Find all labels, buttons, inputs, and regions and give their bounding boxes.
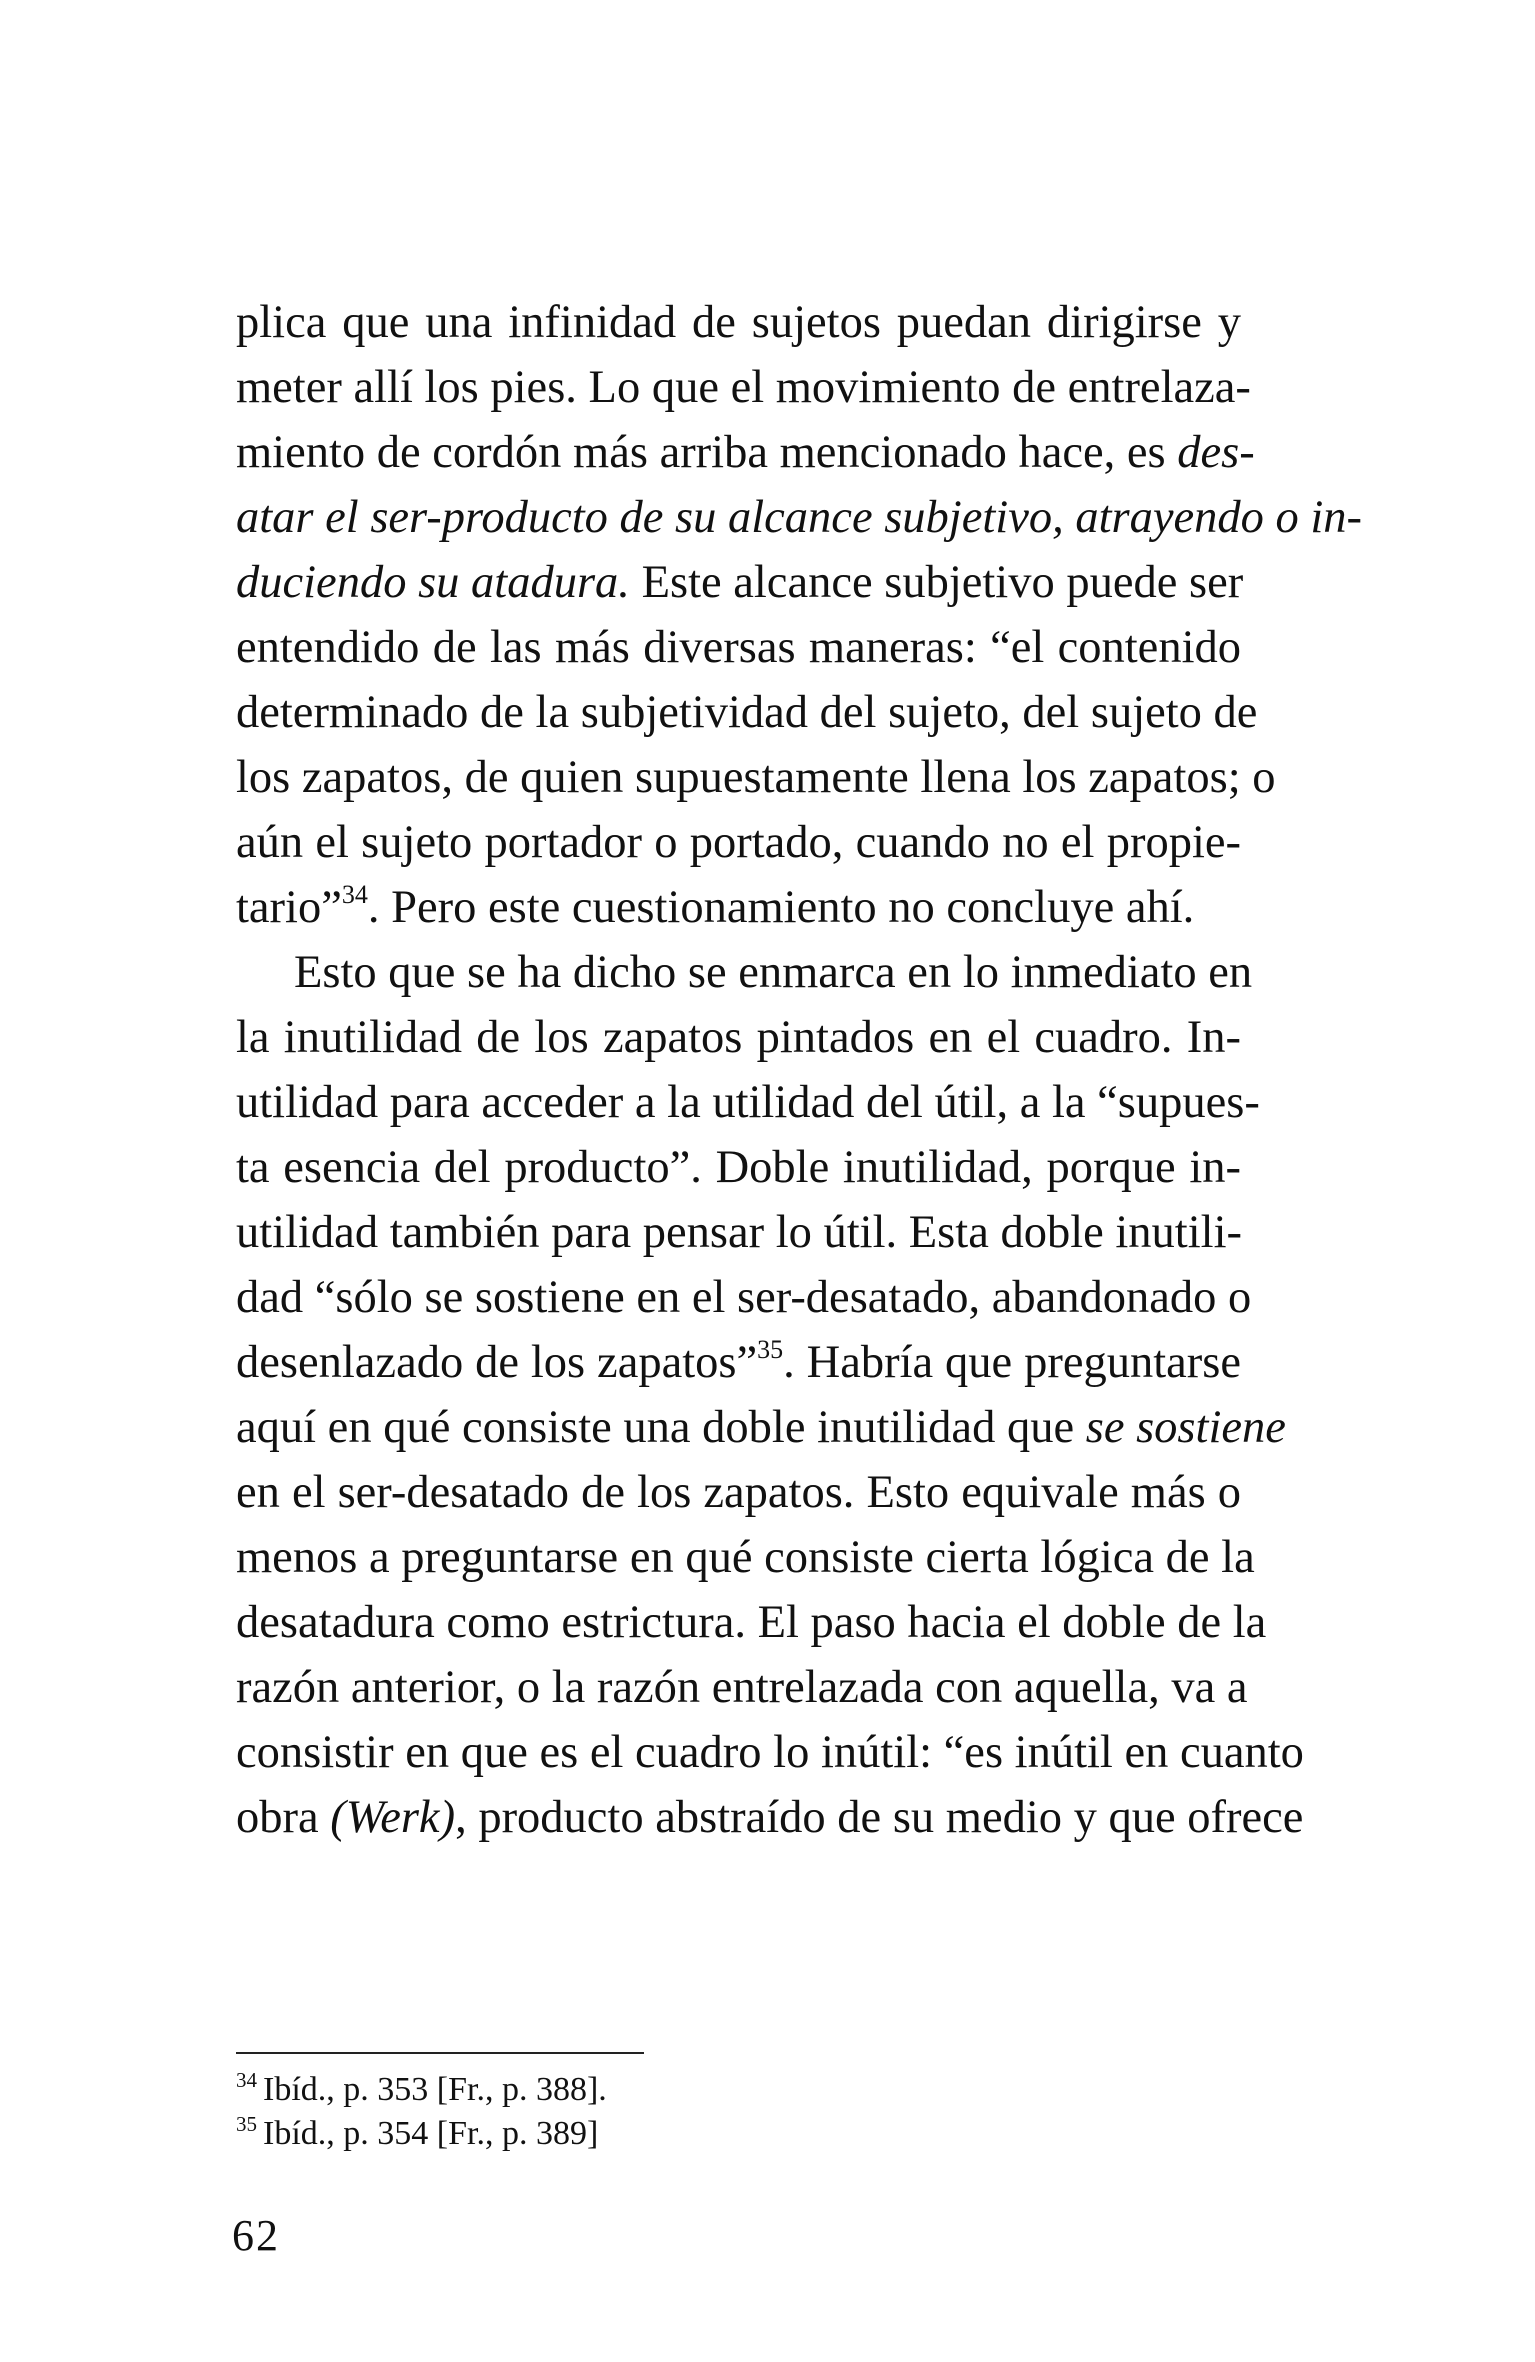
paragraph-1 <box>236 290 1363 940</box>
text-line: la inutilidad de los zapatos pintados en el cuadro. In- <box>236 1012 1241 1063</box>
text-line: los zapatos, de quien supuestamente llena los zapatos; o <box>236 752 1276 803</box>
text-line: en el ser-desatado de los zapatos. Esto equivale más o <box>236 1467 1241 1518</box>
footnote-reference: 35 <box>757 1335 784 1364</box>
text-line: desatadura como estrictura. El paso hacia el doble de la <box>236 1597 1267 1648</box>
text-line: menos a preguntarse en qué consiste cierta lógica de la <box>236 1532 1255 1583</box>
text-line: consistir en que es el cuadro lo inútil: “es inútil en cuanto <box>236 1727 1304 1778</box>
footnote-text: Ibíd., p. 354 [Fr., p. 389] <box>263 2115 599 2152</box>
text-line: miento de cordón más arriba mencionado hace, es des- <box>236 427 1255 478</box>
text-line: entendido de las más diversas maneras: “el contenido <box>236 622 1241 673</box>
italic-text: des- <box>1177 427 1255 478</box>
text-line: utilidad también para pensar lo útil. Esta doble inutili- <box>236 1207 1242 1258</box>
text-line: determinado de la subjetividad del sujeto, del sujeto de <box>236 687 1258 738</box>
text-line: plica que una infinidad de sujetos puedan dirigirse y <box>236 297 1241 348</box>
footnote-number: 34 <box>236 2068 257 2092</box>
body-text <box>236 290 1363 1850</box>
footnote-divider <box>236 2052 644 2054</box>
italic-text: (Werk) <box>330 1792 456 1843</box>
footnote-text: Ibíd., p. 353 [Fr., p. 388]. <box>263 2071 607 2108</box>
text-line: Esto que se ha dicho se enmarca en lo inmediato en <box>294 947 1253 998</box>
text-line: razón anterior, o la razón entrelazada con aquella, va a <box>236 1662 1248 1713</box>
footnote-number: 35 <box>236 2112 257 2136</box>
text-line: aquí en qué consiste una doble inutilidad que se sostiene <box>236 1402 1286 1453</box>
text-line: ta esencia del producto”. Doble inutilidad, porque in- <box>236 1142 1241 1193</box>
text-line: meter allí los pies. Lo que el movimiento de entrelaza- <box>236 362 1251 413</box>
paragraph-2 <box>236 940 1304 1850</box>
footnote-35 <box>236 2112 936 2156</box>
footnote-reference: 34 <box>341 880 368 909</box>
text-line <box>236 485 1363 550</box>
italic-text: atar el ser-producto de su alcance subjetivo, atrayendo o in- <box>236 492 1363 543</box>
footnote-34 <box>236 2068 936 2112</box>
page-number: 62 <box>232 2211 280 2260</box>
text-line: obra (Werk), producto abstraído de su medio y que ofrece <box>236 1792 1304 1843</box>
text-line: aún el sujeto portador o portado, cuando no el propie- <box>236 817 1241 868</box>
text-line: dad “sólo se sostiene en el ser-desatado, abandonado o <box>236 1272 1252 1323</box>
text-line: desenlazado de los zapatos”$^{35}$. Habría que preguntarse <box>236 1335 1241 1388</box>
text-line: tario”$^{34}$. Pero este cuestionamiento no concluye ahí. <box>236 880 1195 933</box>
footnotes <box>236 2068 936 2156</box>
italic-text: se sostiene <box>1085 1402 1286 1453</box>
text-line: utilidad para acceder a la utilidad del útil, a la “supues- <box>236 1077 1260 1128</box>
text-line: duciendo su atadura. Este alcance subjetivo puede ser <box>236 557 1244 608</box>
italic-text: duciendo su atadura. <box>236 557 630 608</box>
